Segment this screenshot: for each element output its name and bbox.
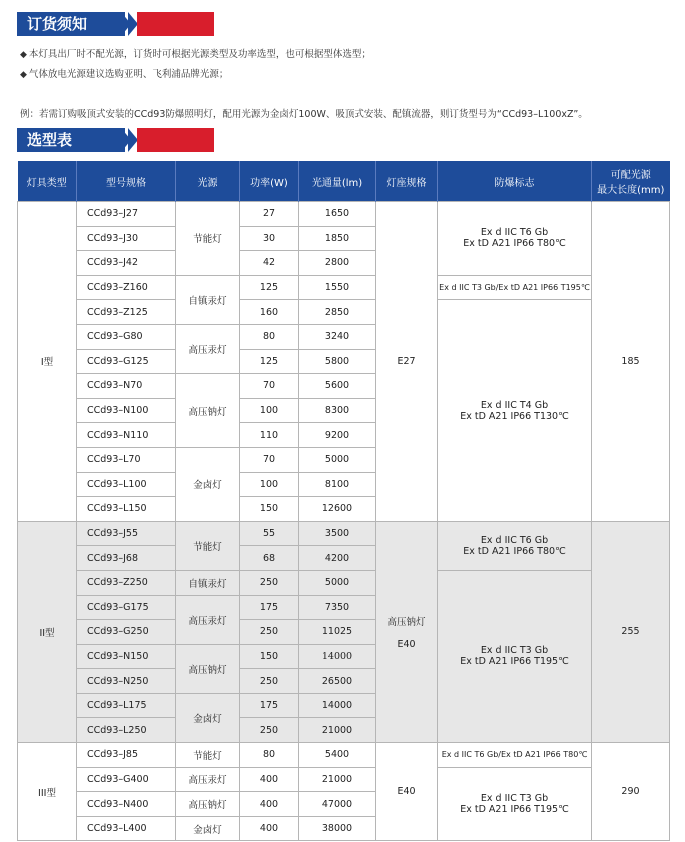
flux-cell: 5000 bbox=[299, 447, 376, 472]
power-cell: 400 bbox=[240, 792, 299, 817]
table-row bbox=[18, 300, 670, 325]
source-cell: 节能灯 bbox=[176, 521, 240, 570]
ex-mark-cell: Ex d IIC T3 Gb Ex tD A21 IP66 T195℃ bbox=[438, 570, 592, 742]
source-cell: 金卤灯 bbox=[176, 816, 240, 841]
power-cell: 110 bbox=[240, 423, 299, 448]
flux-cell: 9200 bbox=[299, 423, 376, 448]
power-cell: 42 bbox=[240, 251, 299, 276]
col-header-type: 灯具类型 bbox=[18, 161, 77, 202]
model-cell: CCd93–J85 bbox=[77, 743, 176, 768]
power-cell: 68 bbox=[240, 546, 299, 571]
col-header-flux: 光通量(lm) bbox=[299, 161, 376, 202]
power-cell: 27 bbox=[240, 202, 299, 227]
flux-cell: 3500 bbox=[299, 521, 376, 546]
power-cell: 250 bbox=[240, 669, 299, 694]
source-cell: 高压钠灯 bbox=[176, 644, 240, 693]
model-cell: CCd93–N400 bbox=[77, 792, 176, 817]
socket-cell: E40 bbox=[376, 743, 438, 841]
col-header-max-length: 可配光源 最大长度(mm) bbox=[592, 161, 670, 202]
source-cell: 节能灯 bbox=[176, 202, 240, 276]
flux-cell: 2850 bbox=[299, 300, 376, 325]
power-cell: 250 bbox=[240, 620, 299, 645]
model-cell: CCd93–Z160 bbox=[77, 275, 176, 300]
flux-cell: 21000 bbox=[299, 718, 376, 743]
selection-table-banner bbox=[17, 128, 214, 152]
power-cell: 150 bbox=[240, 644, 299, 669]
power-cell: 125 bbox=[240, 349, 299, 374]
model-cell: CCd93–J30 bbox=[77, 226, 176, 251]
model-cell: CCd93–N150 bbox=[77, 644, 176, 669]
order-example: 例：若需订购吸顶式安装的CCd93防爆照明灯，配用光源为金卤灯100W、吸顶式安装、配镇流器，则订货型号为“CCd93–L100xZ”。 bbox=[20, 109, 588, 120]
model-cell: CCd93–N70 bbox=[77, 374, 176, 399]
table-row bbox=[18, 743, 670, 768]
flux-cell: 5400 bbox=[299, 743, 376, 768]
selection-table-title: 选型表 bbox=[17, 128, 125, 152]
col-header-model: 型号规格 bbox=[77, 161, 176, 202]
power-cell: 55 bbox=[240, 521, 299, 546]
model-cell: CCd93–L70 bbox=[77, 447, 176, 472]
source-cell: 自镇汞灯 bbox=[176, 275, 240, 324]
power-cell: 150 bbox=[240, 497, 299, 522]
flux-cell: 14000 bbox=[299, 644, 376, 669]
ex-mark-cell: Ex d IIC T3 Gb Ex tD A21 IP66 T195℃ bbox=[438, 767, 592, 841]
max-length-cell: 185 bbox=[592, 202, 670, 522]
flux-cell: 38000 bbox=[299, 816, 376, 841]
diamond-bullet-icon: ◆ bbox=[20, 70, 27, 80]
model-cell: CCd93–L400 bbox=[77, 816, 176, 841]
flux-cell: 5000 bbox=[299, 570, 376, 595]
model-cell: CCd93–G250 bbox=[77, 620, 176, 645]
table-row bbox=[18, 275, 670, 300]
col-header-power: 功率(W) bbox=[240, 161, 299, 202]
model-cell: CCd93–L175 bbox=[77, 693, 176, 718]
flux-cell: 14000 bbox=[299, 693, 376, 718]
power-cell: 400 bbox=[240, 816, 299, 841]
order-notice-banner bbox=[17, 12, 214, 36]
ex-mark-cell: Ex d IIC T6 Gb/Ex tD A21 IP66 T80℃ bbox=[438, 743, 592, 768]
flux-cell: 1850 bbox=[299, 226, 376, 251]
power-cell: 30 bbox=[240, 226, 299, 251]
flux-cell: 11025 bbox=[299, 620, 376, 645]
flux-cell: 12600 bbox=[299, 497, 376, 522]
model-cell: CCd93–N110 bbox=[77, 423, 176, 448]
type-cell: III型 bbox=[18, 743, 77, 841]
banner-red-bar bbox=[137, 128, 214, 152]
model-cell: CCd93–J68 bbox=[77, 546, 176, 571]
power-cell: 100 bbox=[240, 472, 299, 497]
table-row bbox=[18, 767, 670, 792]
model-cell: CCd93–G400 bbox=[77, 767, 176, 792]
flux-cell: 21000 bbox=[299, 767, 376, 792]
source-cell: 高压钠灯 bbox=[176, 792, 240, 817]
flux-cell: 5800 bbox=[299, 349, 376, 374]
model-cell: CCd93–J42 bbox=[77, 251, 176, 276]
table-row bbox=[18, 202, 670, 227]
note-item: ◆ 本灯具出厂时不配光源，订货时可根据光源类型及功率选型，也可根据型体选型； bbox=[20, 49, 371, 60]
flux-cell: 7350 bbox=[299, 595, 376, 620]
ex-mark-cell: Ex d IIC T6 Gb Ex tD A21 IP66 T80℃ bbox=[438, 202, 592, 276]
max-length-cell: 255 bbox=[592, 521, 670, 742]
power-cell: 175 bbox=[240, 595, 299, 620]
flux-cell: 4200 bbox=[299, 546, 376, 571]
flux-cell: 8100 bbox=[299, 472, 376, 497]
model-cell: CCd93–Z250 bbox=[77, 570, 176, 595]
model-cell: CCd93–L250 bbox=[77, 718, 176, 743]
source-cell: 高压钠灯 bbox=[176, 374, 240, 448]
model-cell: CCd93–L150 bbox=[77, 497, 176, 522]
power-cell: 175 bbox=[240, 693, 299, 718]
flux-cell: 1550 bbox=[299, 275, 376, 300]
power-cell: 100 bbox=[240, 398, 299, 423]
note-item: ◆ 气体放电光源建议选购亚明、飞利浦品牌光源； bbox=[20, 69, 229, 80]
table-header-row bbox=[18, 161, 670, 202]
col-header-ex-mark: 防爆标志 bbox=[438, 161, 592, 202]
source-cell: 金卤灯 bbox=[176, 693, 240, 742]
col-header-socket: 灯座规格 bbox=[376, 161, 438, 202]
flux-cell: 8300 bbox=[299, 398, 376, 423]
power-cell: 400 bbox=[240, 767, 299, 792]
table-row bbox=[18, 521, 670, 546]
ex-mark-cell: Ex d IIC T6 Gb Ex tD A21 IP66 T80℃ bbox=[438, 521, 592, 570]
power-cell: 250 bbox=[240, 718, 299, 743]
flux-cell: 3240 bbox=[299, 324, 376, 349]
model-cell: CCd93–G80 bbox=[77, 324, 176, 349]
power-cell: 160 bbox=[240, 300, 299, 325]
source-cell: 高压汞灯 bbox=[176, 767, 240, 792]
ex-mark-cell: Ex d IIC T4 Gb Ex tD A21 IP66 T130℃ bbox=[438, 300, 592, 521]
source-cell: 高压汞灯 bbox=[176, 324, 240, 373]
model-cell: CCd93–J55 bbox=[77, 521, 176, 546]
flux-cell: 1650 bbox=[299, 202, 376, 227]
model-cell: CCd93–N250 bbox=[77, 669, 176, 694]
model-cell: CCd93–G125 bbox=[77, 349, 176, 374]
model-cell: CCd93–N100 bbox=[77, 398, 176, 423]
power-cell: 250 bbox=[240, 570, 299, 595]
ex-mark-cell: Ex d IIC T3 Gb/Ex tD A21 IP66 T195℃ bbox=[438, 275, 592, 300]
flux-cell: 26500 bbox=[299, 669, 376, 694]
power-cell: 80 bbox=[240, 324, 299, 349]
socket-cell: E27 bbox=[376, 202, 438, 522]
order-notice-title: 订货须知 bbox=[17, 12, 125, 36]
diamond-bullet-icon: ◆ bbox=[20, 50, 27, 60]
socket-cell: 高压钠灯 E40 bbox=[376, 521, 438, 742]
table-row bbox=[18, 570, 670, 595]
flux-cell: 47000 bbox=[299, 792, 376, 817]
model-cell: CCd93–L100 bbox=[77, 472, 176, 497]
type-cell: II型 bbox=[18, 521, 77, 742]
model-cell: CCd93–J27 bbox=[77, 202, 176, 227]
source-cell: 节能灯 bbox=[176, 743, 240, 768]
source-cell: 高压汞灯 bbox=[176, 595, 240, 644]
power-cell: 70 bbox=[240, 447, 299, 472]
source-cell: 金卤灯 bbox=[176, 447, 240, 521]
power-cell: 70 bbox=[240, 374, 299, 399]
source-cell: 自镇汞灯 bbox=[176, 570, 240, 595]
col-header-source: 光源 bbox=[176, 161, 240, 202]
power-cell: 125 bbox=[240, 275, 299, 300]
max-length-cell: 290 bbox=[592, 743, 670, 841]
flux-cell: 5600 bbox=[299, 374, 376, 399]
flux-cell: 2800 bbox=[299, 251, 376, 276]
type-cell: I型 bbox=[18, 202, 77, 522]
power-cell: 80 bbox=[240, 743, 299, 768]
selection-table bbox=[17, 161, 670, 841]
model-cell: CCd93–G175 bbox=[77, 595, 176, 620]
banner-red-bar bbox=[137, 12, 214, 36]
model-cell: CCd93–Z125 bbox=[77, 300, 176, 325]
